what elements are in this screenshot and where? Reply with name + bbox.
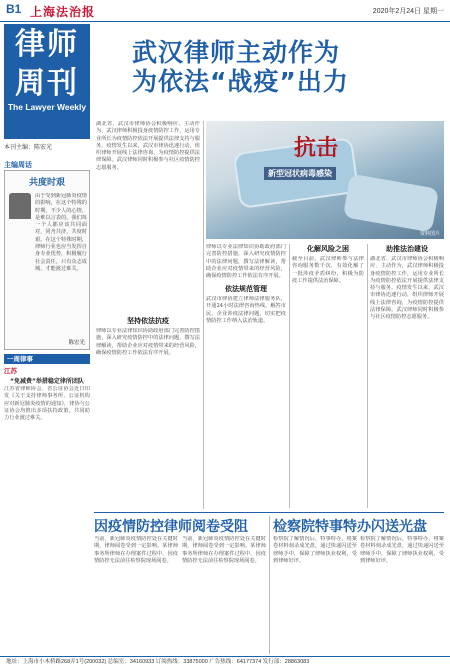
- face-mask-shape: [343, 174, 439, 233]
- masthead: 上海法治报: [30, 5, 96, 19]
- column-divider: [367, 244, 368, 508]
- weekly-news-bar: 一周律事: [4, 354, 90, 364]
- article-col-2a: 律师以专业法律知识协助政府部门完善防控措施，深入研究疫情防控中的法律问题，撰写法律解读，帮助企业应对疫情带来的经营风险，确保疫情防控工作依法有序开展。: [206, 244, 286, 280]
- photo-credit: 资料图片: [419, 231, 440, 237]
- section-heading: 坚持依法抗疫: [127, 317, 169, 325]
- editor-credit: 本刊主编：陈宏光: [4, 145, 53, 151]
- section-divider: [94, 512, 444, 513]
- editorial-commentary: [4, 170, 90, 350]
- bottom-left-headline: 因疫情防控律师阅卷受阻: [94, 519, 248, 535]
- commentary-body: 由于受到新冠肺炎疫情的影响，在这个特殊的时期，不少人的心情，是难以言表的。我们每一个人都应该共同面对，同舟共济，共度时艰。在这个特殊时期，律师行业也应当发挥自身专业优势，积极履行社会责任。只有众志成城，才能渡过难关。: [35, 193, 87, 272]
- section-title-english: The Lawyer Weekly: [7, 102, 87, 112]
- section-banner: [4, 24, 90, 139]
- weekly-subtitle: “免减费”举措稳定律所团队: [10, 378, 84, 385]
- bottom-right-headline: 检察院特事特办闪送光盘: [273, 519, 427, 535]
- bottom-right-col-1: 检察院了解情况后，特事特办，将案卷材料刻录成光盘，通过快递闪送至律师手中，保障了律师执业权利，受到律师好评。: [273, 536, 357, 564]
- article-col-3: 截至目前，武汉律师参与法律咨询服务数千次，有效化解了一批涉疫矛盾纠纷，积极为防疫工作提供法治保障。: [292, 256, 364, 284]
- bottom-right-col-2: 检察院了解情况后，特事特办，将案卷材料刻录成光盘，通过快递闪送至律师手中，保障了律师执业权利，受到律师好评。: [360, 536, 444, 564]
- page-number: B1: [6, 2, 22, 16]
- commentary-author: 陈宏光: [68, 340, 85, 346]
- photo-banner: 新型冠状病毒感染: [264, 167, 336, 180]
- column-divider: [269, 516, 270, 654]
- bottom-left-col-2: 当前，新冠肺炎疫情防控处在关键时期，律师阅卷受到一定影响。某律师事务所律师在办理案件过程中，因疫情防控无法前往检察院现场阅卷。: [182, 536, 266, 564]
- column-divider: [289, 244, 290, 508]
- section-heading: 化解风险之困: [307, 245, 349, 253]
- article-col-4: 湖北省、武汉市律师协会积极响应、主动作为，武汉律师积极投身疫情防控工作，运用专业所长为疫情防控依法开展提供法律支持与服务。疫情发生以来，武汉市律协迅速行动，组织律师开展线上法律咨询，为疫情防控提供法律保障。武汉律师同时积极参与社区疫情防控志愿服务。: [370, 256, 444, 321]
- footer-info: 地址：上海市小木桥路268弄1号(200032) 总编室：34160933 订阅热线：33875000 广告热线：64177374 发行部：28863083: [0, 656, 450, 668]
- bottom-left-col-1: 当前，新冠肺炎疫情防控处在关键时期，律师阅卷受到一定影响。某律师事务所律师在办理案件过程中，因疫情防控无法前往检察院现场阅卷。: [94, 536, 178, 564]
- commentary-title: 共度时艰: [28, 178, 65, 188]
- article-col-1: 湖北省、武汉市律师协会积极响应、主动作为，武汉律师积极投身疫情防控工作，运用专业所长为疫情防控依法开展提供法律支持与服务。疫情发生以来，武汉市律协迅速行动，组织律师开展线上法律咨询，为疫情防控提供法律保障。武汉律师同时积极参与社区疫情防控志愿服务。: [96, 121, 200, 171]
- section-heading: 助推法治建设: [386, 245, 428, 253]
- weekly-body: 江苏省律师协会、省公证协会近日印发《关于支持律师事务所、公证机构应对新冠肺炎疫情的通知》，律协与公证协会均推出多项扶持政策，共同助力行业渡过难关。: [4, 386, 90, 422]
- dateline: 2020年2月24日 星期一: [372, 8, 444, 15]
- column-divider: [203, 121, 204, 509]
- main-headline-line1: 武汉律师主动作为: [132, 38, 341, 67]
- column-label: 主编周话: [4, 160, 90, 172]
- author-portrait: [9, 193, 31, 219]
- photo-calligraphy: 抗击: [294, 135, 339, 161]
- section-title-line2: 周刊: [15, 66, 79, 101]
- article-col-1b: 律师以专业法律知识协助政府部门完善防控措施，深入研究疫情防控中的法律问题，撰写法律解读，帮助企业应对疫情带来的经营风险，确保疫情防控工作依法有序开展。: [96, 328, 200, 356]
- main-headline-line2: 为依法“战疫”出力: [132, 67, 349, 96]
- weekly-region: 江苏: [4, 367, 17, 375]
- section-title-line1: 律师: [15, 27, 79, 62]
- section-heading: 依法规范管理: [225, 285, 267, 293]
- top-header-bar: [0, 0, 450, 22]
- article-col-2: 武汉市律协建立律师法律服务队，开通24小时法律咨询热线，解答市民、企业涉疫法律问题，切实把疫情防控工作纳入法治轨道。: [206, 296, 286, 324]
- masks-photo: [206, 121, 444, 239]
